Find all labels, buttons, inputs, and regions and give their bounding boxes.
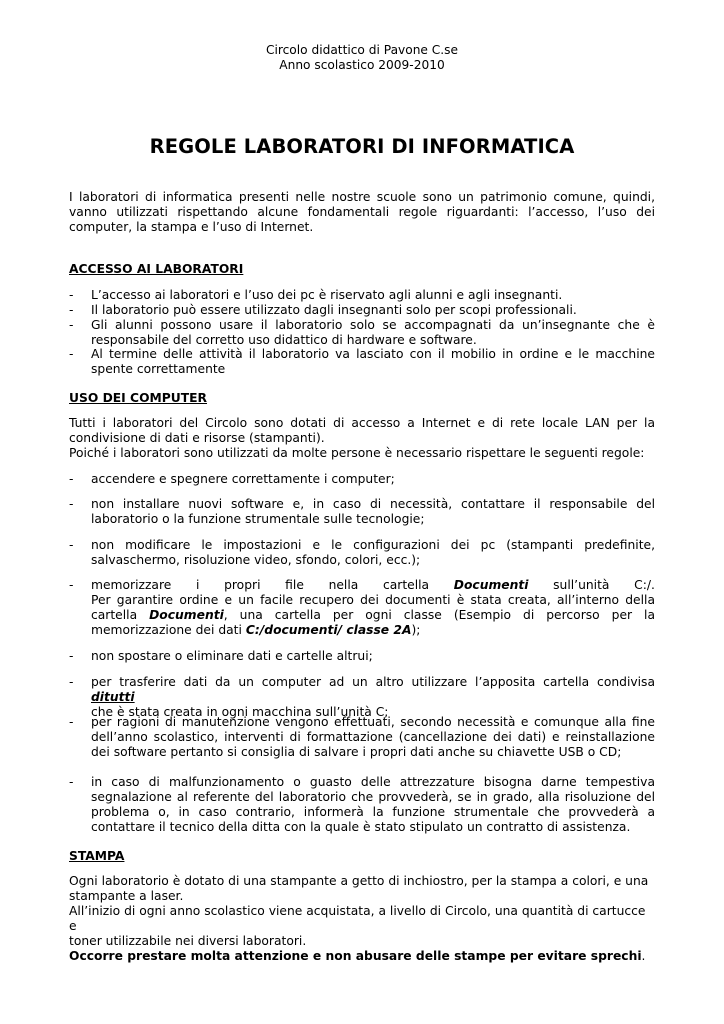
text-line: toner utilizzabile nei diversi laboratori. <box>69 934 307 948</box>
page-title: REGOLE LABORATORI DI INFORMATICA <box>149 135 575 158</box>
text-line: stampante a laser. <box>69 889 184 903</box>
dash-marker: - <box>69 497 74 511</box>
computer-item-text: accendere e spegnere correttamente i computer; <box>91 472 395 486</box>
word: sull’unità <box>553 578 610 592</box>
computer-item-text: non modificare le impostazioni e le configurazioni dei pc (stampanti predefinite, salvaschermo, risoluzione video, sfondo, colori, ecc.); <box>91 538 655 567</box>
access-item-text: Gli alunni possono usare il laboratorio solo se accompagnati da un’insegnante che è responsabile del corretto uso didattico di hardware e software. <box>91 318 655 347</box>
text-run: , una cartella per ogni classe (Esempio di percorso per la <box>223 608 655 622</box>
print-heading: STAMPA <box>69 849 125 863</box>
dash-marker: - <box>69 538 74 552</box>
computer-item-text: per ragioni di manutenzione vengono effettuati, secondo necessità e comunque alla fine dell’anno scolastico, interventi di formattazione (cancellazione dei dati) e reinstallazione dei software pertanto si consiglia di salvare i propri dati anche su chiavette USB o CD; <box>91 715 655 759</box>
computer-item-text: in caso di malfunzionamento o guasto delle attrezzature bisogna darne tempestiva segnalazione al referente del laboratorio che provvederà, se in grado, alla risoluzione del problema o, in caso contrario, informerà la funzione strumentale che provvederà a contattare il tecnico della ditta con la quale è stato stipulato un contratto di assistenza. <box>91 775 655 834</box>
word: memorizzare <box>91 578 172 592</box>
item-line: Per garantire ordine e un facile recupero dei documenti è stata creata, all’interno della <box>91 593 655 607</box>
word: C:/. <box>634 578 655 592</box>
dash-marker: - <box>69 675 74 689</box>
computer-item-text <box>91 578 655 638</box>
access-heading: ACCESSO AI LABORATORI <box>69 262 244 276</box>
computer-item-text: non installare nuovi software e, in caso di necessità, contattare il responsabile del laboratorio o la funzione strumentale sulle tecnologie; <box>91 497 655 526</box>
dash-marker: - <box>69 715 74 729</box>
computer-item-text <box>91 675 655 720</box>
computer-paragraph: Poiché i laboratori sono utilizzati da molte persone è necessario rispettare le seguenti regole: <box>69 446 645 460</box>
access-item-text: Al termine delle attività il laboratorio va lasciato con il mobilio in ordine e le macchine spente correttamente <box>91 347 655 376</box>
shared-folder-name: ditutti <box>91 690 135 704</box>
dash-marker: - <box>69 649 74 663</box>
access-item-text: L’accesso ai laboratori e l’uso dei pc è riservato agli alunni e agli insegnanti. <box>91 288 563 302</box>
intro-paragraph: I laboratori di informatica presenti nelle nostre scuole sono un patrimonio comune, quindi, vanno utilizzati rispettando alcune fondamentali regole riguardanti: l’accesso, l’uso dei computer, la stampa e l’uso di Internet. <box>69 190 655 234</box>
school-year: Anno scolastico 2009-2010 <box>279 58 445 72</box>
dash-marker: - <box>69 775 74 789</box>
dash-marker: - <box>69 347 74 361</box>
word: file <box>285 578 304 592</box>
example-path: C:/documenti/ classe 2A <box>245 623 412 637</box>
dash-marker: - <box>69 578 74 592</box>
text-line: Ogni laboratorio è dotato di una stampante a getto di inchiostro, per la stampa a colori, e una <box>69 874 649 888</box>
word: propri <box>224 578 261 592</box>
document-header <box>0 43 724 73</box>
text-line: All’inizio di ogni anno scolastico viene acquistata, a livello di Circolo, una quantità di cartucce e <box>69 904 646 933</box>
item-line: che è stata creata in ogni macchina sull’unità C; <box>91 705 389 719</box>
word: i <box>196 578 200 592</box>
access-item-text: Il laboratorio può essere utilizzato dagli insegnanti solo per scopi professionali. <box>91 303 577 317</box>
item-line <box>91 675 655 705</box>
item-line <box>91 623 655 638</box>
word: cartella <box>382 578 430 592</box>
documents-folder-name: Documenti <box>149 608 224 622</box>
text-run: ); <box>411 623 421 637</box>
computer-paragraph: Tutti i laboratori del Circolo sono dotati di accesso a Internet e di rete locale LAN per la condivisione di dati e risorse (stampanti). <box>69 416 655 445</box>
text-run: memorizzazione dei dati <box>91 623 242 637</box>
text-run: . <box>641 949 646 963</box>
item-line <box>91 608 655 623</box>
documents-folder-name: Documenti <box>453 578 529 592</box>
dash-marker: - <box>69 288 74 302</box>
text-line <box>69 949 655 964</box>
text-run: per trasferire dati da un computer ad un altro utilizzare l’apposita cartella condivisa <box>91 675 655 689</box>
dash-marker: - <box>69 318 74 332</box>
school-name: Circolo didattico di Pavone C.se <box>265 43 459 57</box>
dash-marker: - <box>69 472 74 486</box>
computer-item-text: non spostare o eliminare dati e cartelle altrui; <box>91 649 373 663</box>
warning-text: Occorre prestare molta attenzione e non abusare delle stampe per evitare sprechi <box>69 949 642 963</box>
word: nella <box>328 578 359 592</box>
computer-heading: USO DEI COMPUTER <box>69 391 208 405</box>
print-paragraph <box>69 874 655 964</box>
text-run: cartella <box>91 608 138 622</box>
dash-marker: - <box>69 303 74 317</box>
item-line <box>91 578 655 593</box>
